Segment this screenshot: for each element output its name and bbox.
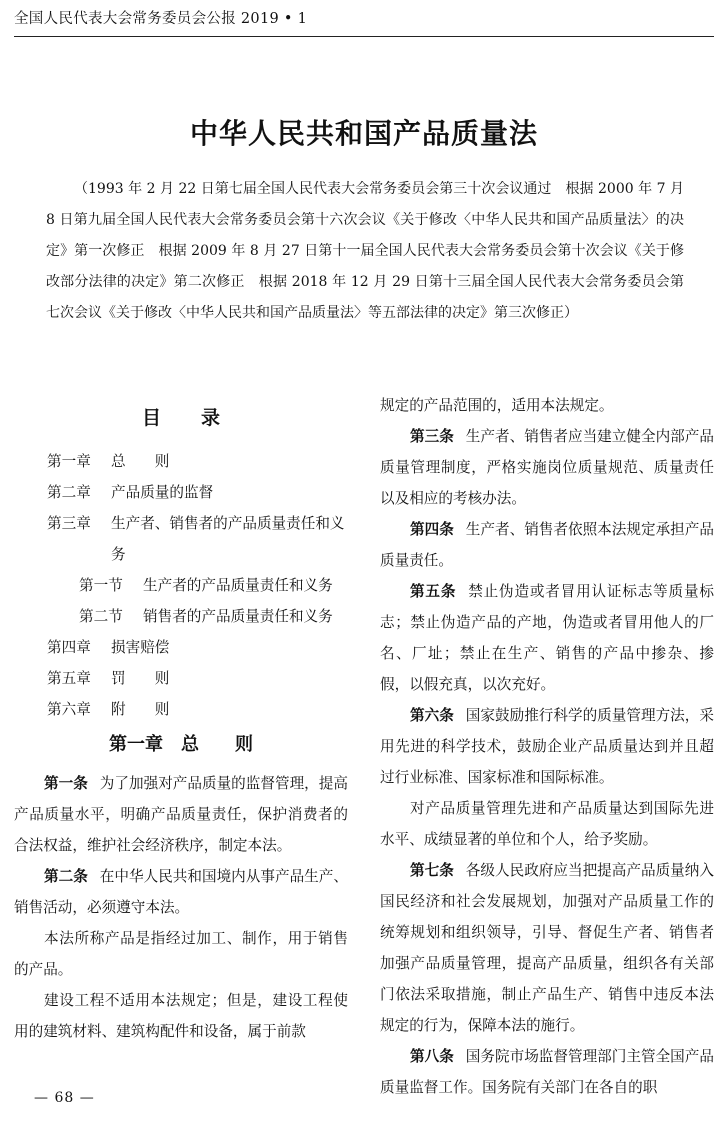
toc-item-text: 销售者的产品质量责任和义务 xyxy=(143,608,333,625)
running-header: 全国人民代表大会常务委员会公报 2019 • 1 xyxy=(14,11,308,27)
article-2 xyxy=(14,861,348,923)
toc-item-text: 损害赔偿 xyxy=(111,639,170,656)
right-column xyxy=(380,390,714,1103)
toc-item-text: 生产者、销售者的产品质量责任和义务 xyxy=(111,515,345,563)
toc-item xyxy=(14,570,348,601)
history-note: （1993 年 2 月 22 日第七届全国人民代表大会常务委员会第三十次会议通过 根据 2000 年 7 月 8 日第九届全国人民代表大会常务委员会第十六次会议《关于修改〈中华人民共和国产品质量法〉的决定》第一次修正 根据 2009 年 8 月 27 日第十一届全国人民代表大会常务委员会第十次会议《关于修改部分法律的决定》第二次修正 根据 2018 年 12 月 29 日第十三届全国人民代表大会常务委员会第七次会议《关于修改〈中华人民共和国产品质量法〉等五部法律的决定》第三次修正） xyxy=(46,181,684,321)
article-text: 生产者、销售者应当建立健全内部产品质量管理制度，严格实施岗位质量规范、质量责任以及相应的考核办法。 xyxy=(380,428,714,507)
article-text: 生产者、销售者依照本法规定承担产品质量责任。 xyxy=(380,521,714,569)
toc-item xyxy=(14,477,348,508)
toc-heading: 目录 xyxy=(141,407,260,429)
article-text: 国务院市场监督管理部门主管全国产品质量监督工作。国务院有关部门在各自的职 xyxy=(380,1048,714,1096)
toc-item-number: 第一章 xyxy=(47,453,91,470)
article-1 xyxy=(14,768,348,861)
toc-item-text: 生产者的产品质量责任和义务 xyxy=(143,577,333,594)
toc-item-text: 附 则 xyxy=(111,701,170,718)
toc-item-text: 罚 则 xyxy=(111,670,170,687)
toc-item-number: 第四章 xyxy=(47,639,91,656)
article-text: 国家鼓励推行科学的质量管理方法，采用先进的科学技术，鼓励企业产品质量达到并且超过行业标准、国家标准和国际标准。 xyxy=(380,707,714,786)
article-label: 第一条 xyxy=(44,775,88,792)
article-text: 在中华人民共和国境内从事产品生产、销售活动，必须遵守本法。 xyxy=(14,868,348,916)
legislative-history xyxy=(46,174,684,329)
left-column xyxy=(14,392,348,1047)
article-label: 第二条 xyxy=(44,868,88,885)
article-6-paragraph-2: 对产品质量管理先进和产品质量达到国际先进水平、成绩显著的单位和个人，给予奖励。 xyxy=(380,800,714,848)
toc-item-number: 第三章 xyxy=(47,515,91,532)
toc-item xyxy=(14,694,348,725)
article-label: 第五条 xyxy=(410,583,457,600)
page-number: — 68 — xyxy=(34,1090,95,1106)
toc-item-number: 第二章 xyxy=(47,484,91,501)
header-rule xyxy=(14,36,714,37)
article-7 xyxy=(380,855,714,1041)
article-label: 第四条 xyxy=(410,521,454,538)
article-6 xyxy=(380,700,714,793)
article-8 xyxy=(380,1041,714,1103)
article-text: 为了加强对产品质量的监督管理，提高产品质量水平，明确产品质量责任，保护消费者的合法权益，维护社会经济秩序，制定本法。 xyxy=(14,775,348,854)
toc-item-number: 第二节 xyxy=(79,608,123,625)
toc-item xyxy=(14,508,348,570)
toc-item-number: 第五章 xyxy=(47,670,91,687)
law-title: 中华人民共和国产品质量法 xyxy=(189,117,538,150)
article-label: 第六条 xyxy=(410,707,454,724)
article-text: 各级人民政府应当把提高产品质量纳入国民经济和社会发展规划，加强对产品质量工作的统筹规划和组织领导，引导、督促生产者、销售者加强产品质量管理，提高产品质量，组织各有关部门依法采取措施，制止产品生产、销售中违反本法规定的行为，保障本法的施行。 xyxy=(380,862,714,1034)
article-2-paragraph-3-continued: 规定的产品范围的，适用本法规定。 xyxy=(380,397,614,414)
toc-item-text: 总 则 xyxy=(111,453,170,470)
article-2-paragraph-2: 本法所称产品是指经过加工、制作，用于销售的产品。 xyxy=(14,930,348,978)
article-2-paragraph-3: 建设工程不适用本法规定；但是，建设工程使用的建筑材料、建筑构配件和设备，属于前款 xyxy=(14,992,348,1040)
toc-item xyxy=(14,632,348,663)
article-label: 第七条 xyxy=(410,862,454,879)
toc-item xyxy=(14,601,348,632)
toc-item xyxy=(14,663,348,694)
article-label: 第三条 xyxy=(410,428,454,445)
chapter-heading: 第一章 总 则 xyxy=(109,734,253,755)
toc-item xyxy=(14,446,348,477)
article-3 xyxy=(380,421,714,514)
toc-item-number: 第六章 xyxy=(47,701,91,718)
article-4 xyxy=(380,514,714,576)
article-text: 禁止伪造或者冒用认证标志等质量标志；禁止伪造产品的产地，伪造或者冒用他人的厂名、厂址；禁止在生产、销售的产品中掺杂、掺假，以假充真，以次充好。 xyxy=(380,583,714,693)
article-label: 第八条 xyxy=(410,1048,454,1065)
article-5 xyxy=(380,576,714,700)
toc-item-text: 产品质量的监督 xyxy=(111,484,214,501)
toc-item-number: 第一节 xyxy=(79,577,123,594)
